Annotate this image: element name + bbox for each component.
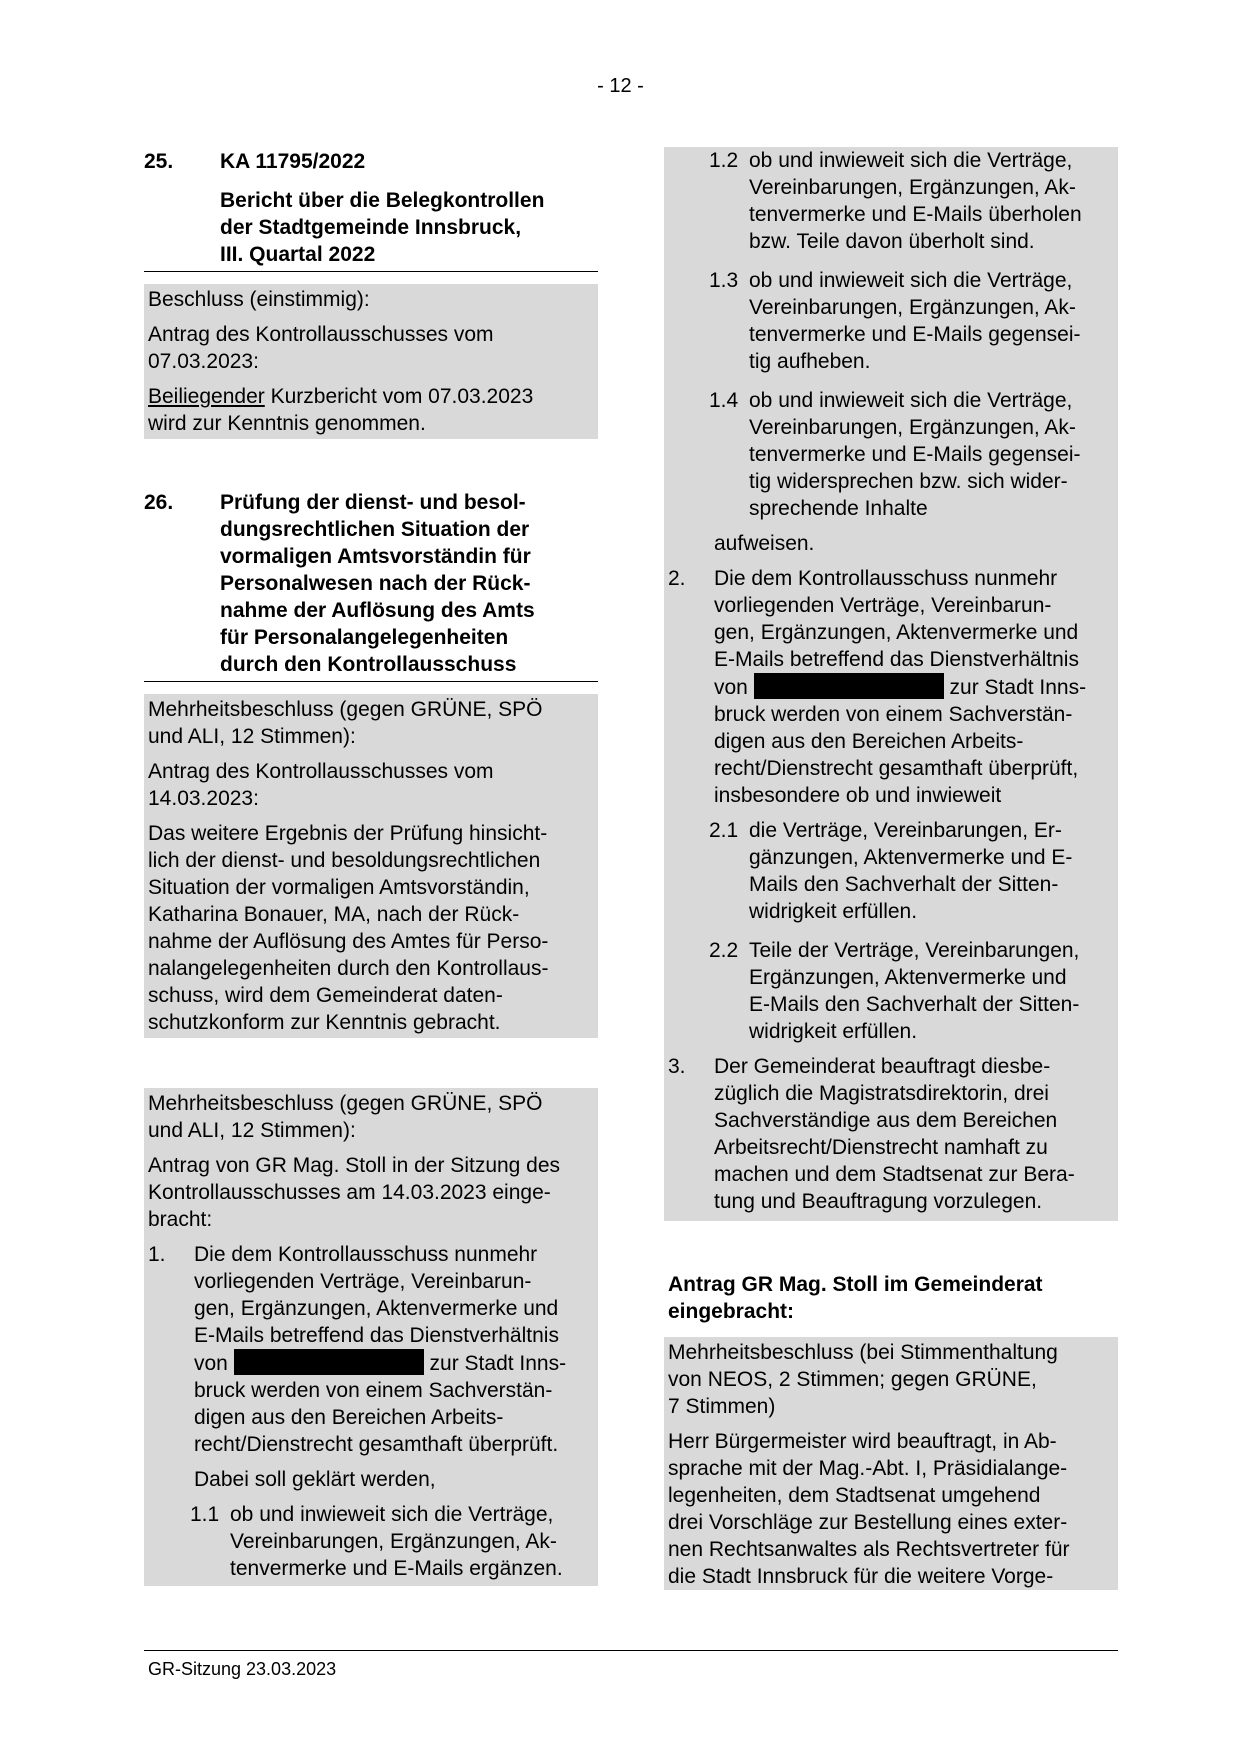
resolution-line: nen Rechtsanwaltes als Rechtsvertreter für [668,1538,1070,1561]
point-1 [148,1241,594,1493]
motion-line: 14.03.2023: [148,787,259,810]
point-3-line: Sachverständige aus dem Bereichen [714,1109,1058,1132]
von-word: von [194,1352,228,1375]
item-26-title-line: durch den Kontrollausschuss [220,653,517,676]
after-redaction-text: zur Stadt Inns- [429,1352,567,1375]
motion-line: Antrag des Kontrollausschusses vom [148,760,494,783]
subpoint-line: tig aufheben. [749,350,871,373]
resolution-text-rest: Kurzbericht vom 07.03.2023 [264,385,534,408]
point-2-line: bruck werden von einem Sachverstän- [714,703,1073,726]
resolution-line: Katharina Bonauer, MA, nach der Rück- [148,903,520,926]
underlined-word: Beiliegender [148,385,265,408]
point-1-line [194,1349,594,1377]
point-2-number: 2. [668,567,686,590]
subpoint-line: ob und inwieweit sich die Verträge, [749,269,1073,292]
item-25-number: 25. [144,150,174,173]
footer-divider [144,1650,1118,1651]
motion-line: Antrag des Kontrollausschusses vom [148,323,494,346]
resolution-line: drei Vorschläge zur Bestellung eines exter- [668,1511,1068,1534]
resolution-line: legenheiten, dem Stadtsenat umgehend [668,1484,1041,1507]
heading-line: eingebracht: [668,1300,795,1323]
point-1-line: digen aus den Bereichen Arbeits- [194,1406,504,1429]
subpoint-line: Vereinbarungen, Ergänzungen, Ak- [749,416,1076,439]
point-3-line: Der Gemeinderat beauftragt diesbe- [714,1055,1051,1078]
subpoint-1-3 [668,267,1114,375]
item-25-title-line: Bericht über die Belegkontrollen [220,189,545,212]
item-26-heading [144,489,598,678]
point-3-line: tung und Beauftragung vorzulegen. [714,1190,1043,1213]
von-word: von [714,676,748,699]
subpoint-line: tenvermerke und E-Mails gegensei- [749,443,1081,466]
point-2-line: insbesondere ob und inwieweit [714,784,1002,807]
subpoint-line: sprechende Inhalte [749,497,928,520]
subpoint-line: Vereinbarungen, Ergänzungen, Ak- [749,176,1076,199]
subpoint-1-4 [668,387,1114,522]
item-26-title-line: Prüfung der dienst- und besol- [220,491,526,514]
redacted-name [234,1349,424,1375]
decision-line: und ALI, 12 Stimmen): [148,1119,356,1142]
point-2-line: Die dem Kontrollausschuss nunmehr [714,567,1058,590]
point-1-line: vorliegenden Verträge, Vereinbarun- [194,1270,532,1293]
decision-line: Mehrheitsbeschluss (gegen GRÜNE, SPÖ [148,698,543,721]
after-redaction-text: zur Stadt Inns- [949,676,1087,699]
subpoint-line: tenvermerke und E-Mails gegensei- [749,323,1081,346]
motion-line: bracht: [148,1208,213,1231]
point-2-line: gen, Ergänzungen, Aktenvermerke und [714,621,1079,644]
resolution-line: Herr Bürgermeister wird beauftragt, in Ab- [668,1430,1057,1453]
subpoint-line: Vereinbarungen, Ergänzungen, Ak- [749,296,1076,319]
item-26-title-line: vormaligen Amtsvorständin für [220,545,531,568]
resolution-line: Situation der vormaligen Amtsvorständin, [148,876,530,899]
left-column [144,148,598,1586]
point-3-line: machen und dem Stadtsenat zur Bera- [714,1163,1075,1186]
point-3-number: 3. [668,1055,686,1078]
subpoint-1-2-number: 1.2 [709,149,739,172]
subpoint-1-2 [668,147,1114,255]
continued-resolution-box [664,147,1118,1221]
item-26-title-line: dungsrechtlichen Situation der [220,518,530,541]
subpoint-line: tenvermerke und E-Mails überholen [749,203,1082,226]
item-25-code: KA 11795/2022 [220,150,366,173]
subpoint-line: E-Mails den Sachverhalt der Sitten- [749,993,1080,1016]
decision-line: und ALI, 12 Stimmen): [148,725,356,748]
resolution-line: Das weitere Ergebnis der Prüfung hinsicht- [148,822,548,845]
item-26-resolution-box-1 [144,694,598,1038]
subpoint-2-2-number: 2.2 [709,939,739,962]
subpoint-line: gänzungen, Aktenvermerke und E- [749,846,1073,869]
clarify-line: Dabei soll geklärt werden, [194,1468,436,1491]
subpoint-line: widrigkeit erfüllen. [749,1020,918,1043]
subpoint-line: ob und inwieweit sich die Verträge, [749,389,1073,412]
subpoint-line: tenvermerke und E-Mails ergänzen. [230,1557,563,1580]
motion-line: Antrag von GR Mag. Stoll in der Sitzung des [148,1154,561,1177]
resolution-line: nalangelegenheiten durch den Kontrollaus- [148,957,549,980]
page-number: - 12 - [597,75,644,97]
subpoint-2-2 [668,937,1114,1045]
motion-line: 07.03.2023: [148,350,259,373]
resolution-line: die Stadt Innsbruck für die weitere Vorge- [668,1565,1054,1588]
subpoint-2-1-number: 2.1 [709,819,739,842]
resolution-line: nahme der Auflösung des Amtes für Perso- [148,930,549,953]
point-3-line: züglich die Magistratsdirektorin, drei [714,1082,1049,1105]
point-1-number: 1. [148,1243,166,1266]
council-resolution-box [664,1337,1118,1590]
item-25-title-line: der Stadtgemeinde Innsbruck, [220,216,522,239]
footer-text: GR-Sitzung 23.03.2023 [148,1659,337,1679]
decision-line: 7 Stimmen) [668,1395,776,1418]
resolution-text: wird zur Kenntnis genommen. [148,412,426,435]
decision-text: Beschluss (einstimmig): [148,288,370,311]
subpoint-line: tig widersprechen bzw. sich wider- [749,470,1068,493]
resolution-line: schutzkonform zur Kenntnis gebracht. [148,1011,501,1034]
point-3 [668,1053,1114,1215]
decision-line: von NEOS, 2 Stimmen; gegen GRÜNE, [668,1368,1037,1391]
aufweisen-line: aufweisen. [714,532,815,555]
item-26-number: 26. [144,491,174,514]
point-2 [668,565,1114,809]
subpoint-line: ob und inwieweit sich die Verträge, [749,149,1073,172]
point-1-line: gen, Ergänzungen, Aktenvermerke und [194,1297,559,1320]
subpoint-1-1-number: 1.1 [190,1503,220,1526]
point-1-line: bruck werden von einem Sachverstän- [194,1379,553,1402]
heading-line: Antrag GR Mag. Stoll im Gemeinderat [668,1273,1043,1296]
item-25-title-line: III. Quartal 2022 [220,243,376,266]
subpoint-1-4-number: 1.4 [709,389,739,412]
redacted-name [754,673,944,699]
decision-line: Mehrheitsbeschluss (bei Stimmenthaltung [668,1341,1058,1364]
resolution-line: lich der dienst- und besoldungsrechtlichen [148,849,541,872]
point-3-line: Arbeitsrecht/Dienstrecht namhaft zu [714,1136,1048,1159]
subpoint-1-3-number: 1.3 [709,269,739,292]
point-1-line: recht/Dienstrecht gesamthaft überprüft. [194,1433,559,1456]
resolution-text [148,383,594,410]
subpoint-line: Teile der Verträge, Vereinbarungen, [749,939,1080,962]
item-25-resolution-box [144,284,598,439]
right-column [664,147,1118,1590]
point-2-line: vorliegenden Verträge, Vereinbarun- [714,594,1052,617]
resolution-line: schuss, wird dem Gemeinderat daten- [148,984,503,1007]
subpoint-line: bzw. Teile davon überholt sind. [749,230,1035,253]
subpoint-2-1 [668,817,1114,925]
point-2-line: E-Mails betreffend das Dienstverhältnis [714,648,1079,671]
item-26-resolution-box-2 [144,1088,598,1586]
point-1-line: E-Mails betreffend das Dienstverhältnis [194,1324,559,1347]
item-26-title-line: für Personalangelegenheiten [220,626,509,649]
subpoint-line: Mails den Sachverhalt der Sitten- [749,873,1059,896]
subpoint-line: ob und inwieweit sich die Verträge, [230,1503,554,1526]
point-2-line [714,673,1114,701]
item-26-title-line: Personalwesen nach der Rück- [220,572,531,595]
point-1-line: Die dem Kontrollausschuss nunmehr [194,1243,538,1266]
subpoint-line: Ergänzungen, Aktenvermerke und [749,966,1067,989]
point-2-line: recht/Dienstrecht gesamthaft überprüft, [714,757,1079,780]
item-25-heading [144,148,598,268]
subpoint-line: Vereinbarungen, Ergänzungen, Ak- [230,1530,557,1553]
resolution-line: sprache mit der Mag.-Abt. I, Präsidialange- [668,1457,1068,1480]
subpoint-line: die Verträge, Vereinbarungen, Er- [749,819,1062,842]
point-2-line: digen aus den Bereichen Arbeits- [714,730,1024,753]
subpoint-1-1 [148,1501,594,1582]
decision-line: Mehrheitsbeschluss (gegen GRÜNE, SPÖ [148,1092,543,1115]
motion-line: Kontrollausschusses am 14.03.2023 einge- [148,1181,551,1204]
item-26-title-line: nahme der Auflösung des Amts [220,599,535,622]
subpoint-line: widrigkeit erfüllen. [749,900,918,923]
council-motion-heading [664,1271,1118,1325]
